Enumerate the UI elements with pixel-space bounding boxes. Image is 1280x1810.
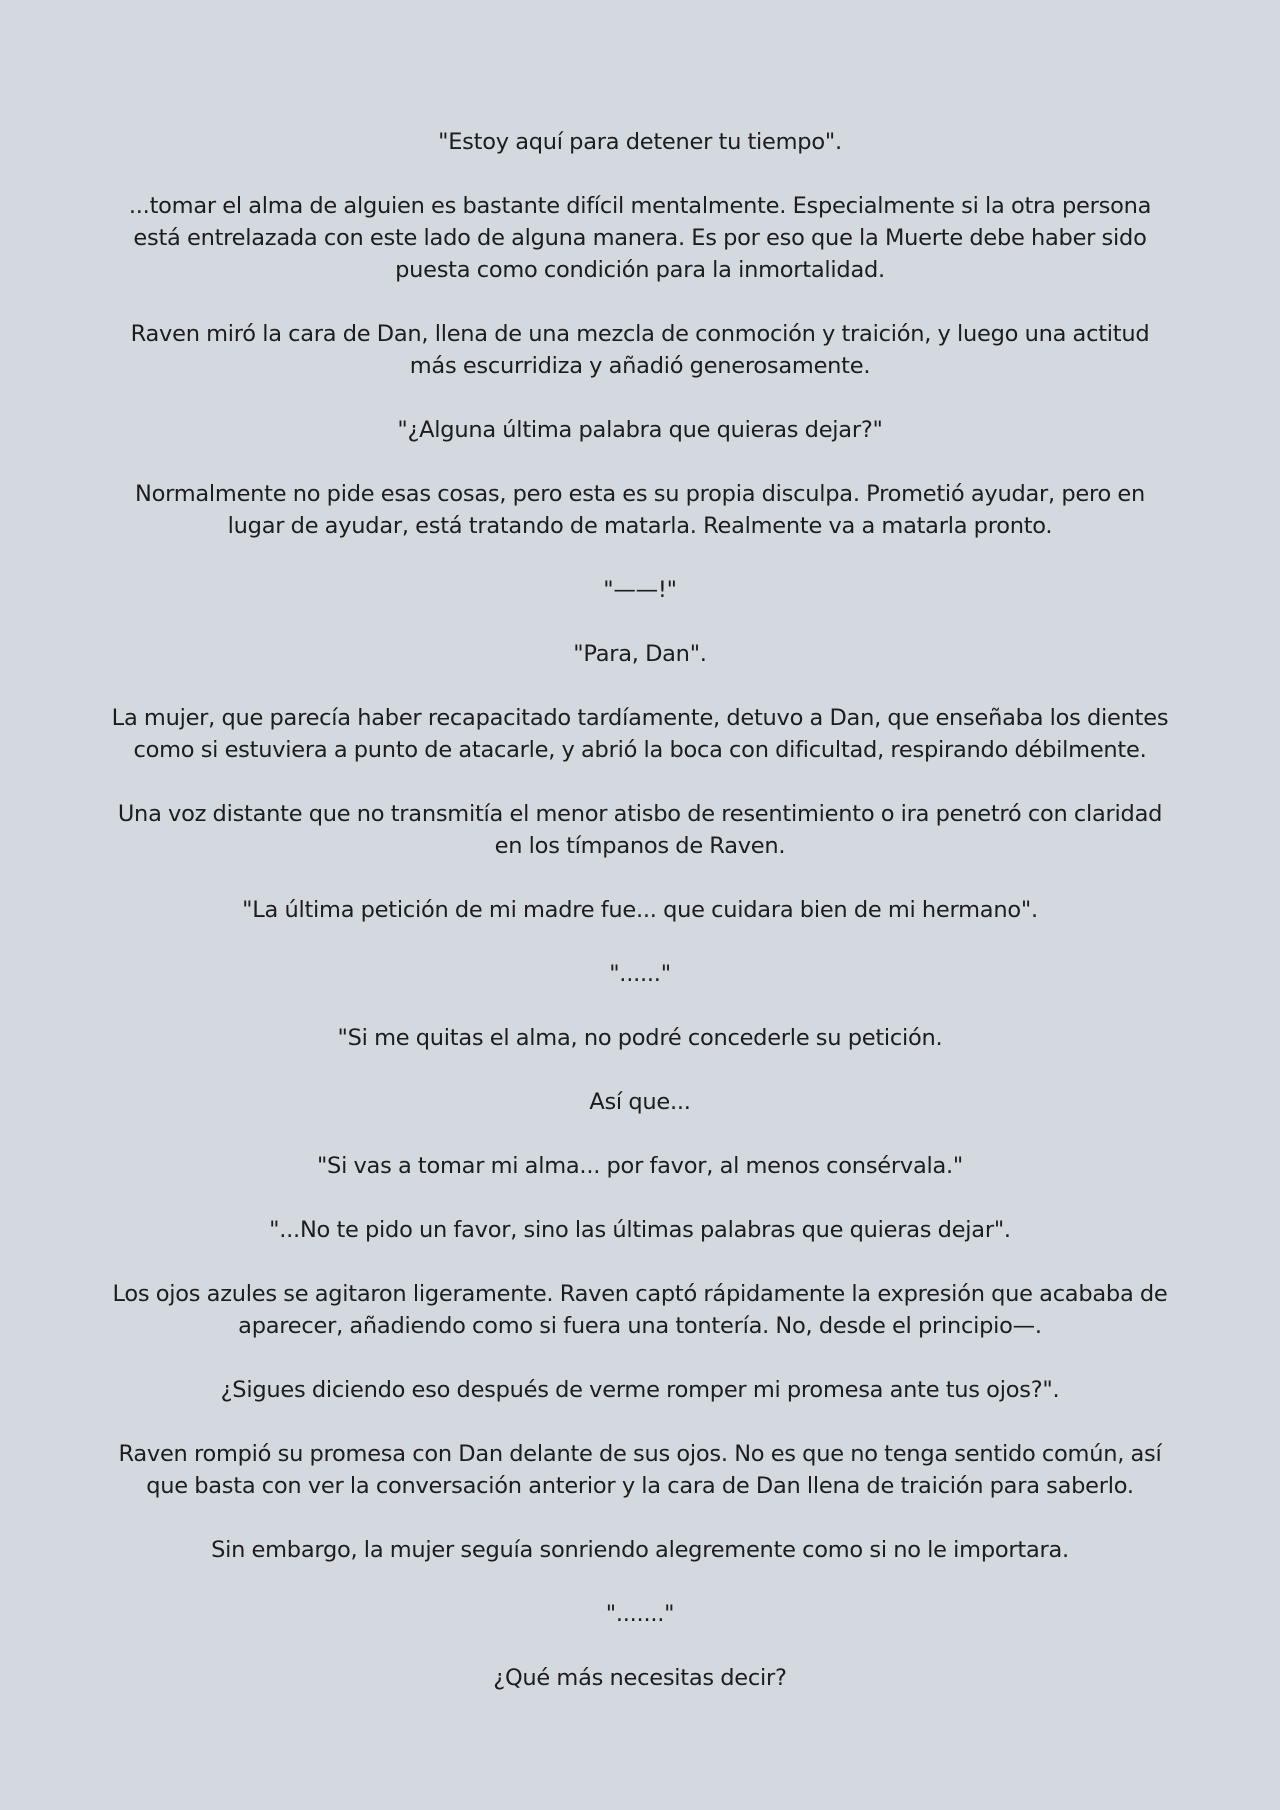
paragraph: Así que...	[589, 1089, 691, 1115]
paragraph: "Si vas a tomar mi alma... por favor, al menos consérvala."	[316, 1153, 964, 1179]
paragraph: ¿Sigues diciendo eso después de verme romper mi promesa ante tus ojos?".	[220, 1377, 1060, 1403]
paragraph: "......."	[605, 1601, 675, 1627]
paragraph: La mujer, que parecía haber recapacitado tardíamente, detuvo a Dan, que enseñaba los dientes como si estuviera a punto de atacarle, y abrió la boca con dificultad, respirando débilmente.	[111, 705, 1169, 763]
paragraph: "Estoy aquí para detener tu tiempo".	[438, 129, 842, 155]
paragraph: "——!"	[603, 577, 677, 603]
paragraph: Raven miró la cara de Dan, llena de una mezcla de conmoción y traición, y luego una actitud más escurridiza y añadió generosamente.	[130, 321, 1150, 379]
paragraph: Una voz distante que no transmitía el menor atisbo de resentimiento o ira penetró con claridad en los tímpanos de Raven.	[117, 801, 1163, 859]
paragraph: "......"	[609, 961, 671, 987]
paragraph: Normalmente no pide esas cosas, pero esta es su propia disculpa. Prometió ayudar, pero en lugar de ayudar, está tratando de matarla. Realmente va a matarla pronto.	[135, 481, 1145, 539]
paragraph: Los ojos azules se agitaron ligeramente. Raven captó rápidamente la expresión que acababa de aparecer, añadiendo como si fuera una tontería. No, desde el principio—.	[112, 1281, 1168, 1339]
paragraph: "La última petición de mi madre fue... que cuidara bien de mi hermano".	[242, 897, 1038, 923]
paragraph: "¿Alguna última palabra que quieras dejar?"	[397, 417, 883, 443]
paragraph: "Si me quitas el alma, no podré concederle su petición.	[337, 1025, 943, 1051]
paragraph: "...No te pido un favor, sino las últimas palabras que quieras dejar".	[269, 1217, 1011, 1243]
paragraph: "Para, Dan".	[573, 641, 707, 667]
paragraph: Raven rompió su promesa con Dan delante de sus ojos. No es que no tenga sentido común, así que basta con ver la conversación anterior y la cara de Dan llena de traición para saberlo.	[118, 1441, 1162, 1499]
paragraph: ¿Qué más necesitas decir?	[493, 1665, 787, 1691]
paragraph: ...tomar el alma de alguien es bastante difícil mentalmente. Especialmente si la otra persona está entrelazada con este lado de alguna manera. Es por eso que la Muerte debe haber sido puesta como condición para la inmortalidad.	[128, 193, 1152, 283]
paragraph: Sin embargo, la mujer seguía sonriendo alegremente como si no le importara.	[211, 1537, 1069, 1563]
